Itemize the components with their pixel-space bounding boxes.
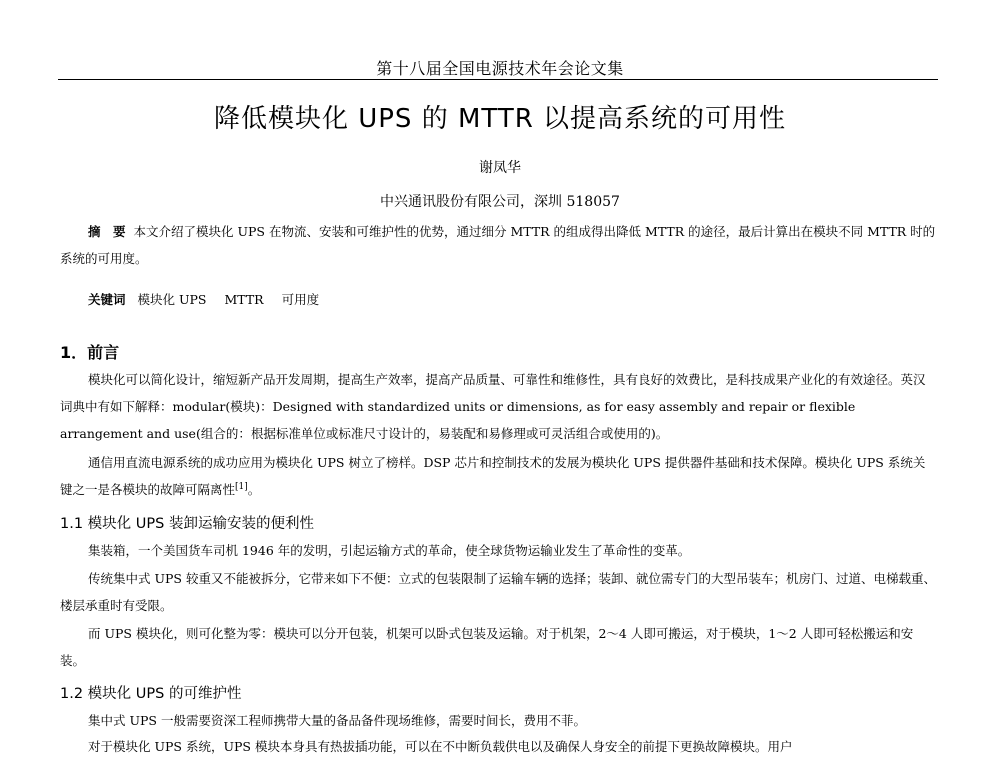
paper-title: 降低模块化 UPS 的 MTTR 以提高系统的可用性: [213, 104, 787, 134]
section-1-1-paragraph-1: 集装箱，一个美国货车司机 1946 年的发明，引起运输方式的革命，使全球货物运输业发生了革命性的变革。: [88, 543, 691, 558]
abstract: [60, 218, 936, 272]
keyword-term: 可用度: [281, 292, 320, 307]
author-affiliation: 中兴通讯股份有限公司，深圳 518057: [380, 194, 620, 210]
section-heading-1-1: 1.1 模块化 UPS 装卸运输安装的便利性: [60, 516, 314, 532]
keyword-term: MTTR: [224, 292, 264, 307]
keywords-label: 关键词: [88, 292, 126, 307]
section-heading-1: 1．前言: [60, 343, 120, 362]
section-1-paragraph-1: 模块化可以简化设计，缩短新产品开发周期，提高生产效率，提高产品质量、可靠性和维修性，具有良好的效费比，是科技成果产业化的有效途径。英汉词典中有如下解释：modular(模块)：Designed with standardized units or dimensions, as for easy assembly and repair or flexible arrangement and use(组合的：根据标准单位或标准尺寸设计的，易装配和易修理或可灵活组合或使用的)。: [60, 372, 926, 441]
section-1-2-paragraph-1: 集中式 UPS 一般需要资深工程师携带大量的备品备件现场维修，需要时间长，费用不菲。: [88, 713, 586, 728]
section-1-1-paragraph-2: 传统集中式 UPS 较重又不能被拆分，它带来如下不便：立式的包装限制了运输车辆的选择；装卸、就位需专门的大型吊装车；机房门、过道、电梯载重、楼层承重时有受限。: [60, 571, 936, 613]
section-1-2-paragraph-2: 对于模块化 UPS 系统，UPS 模块本身具有热拔插功能，可以在不中断负载供电以及确保人身安全的前提下更换故障模块。用户: [88, 739, 793, 754]
section-1-paragraph-2-text: 通信用直流电源系统的成功应用为模块化 UPS 树立了榜样。DSP 芯片和控制技术的发展为模块化 UPS 提供器件基础和技术保障。模块化 UPS 系统关键之一是各模块的故障可隔离性: [60, 455, 926, 497]
keywords: [60, 286, 936, 313]
abstract-label: 摘 要: [88, 224, 126, 239]
keyword-term: 模块化 UPS: [137, 292, 207, 307]
citation-ref: [1]: [235, 481, 248, 492]
section-1-paragraph-2-end: 。: [247, 482, 261, 497]
header-rule: [58, 79, 938, 80]
author-name: 谢凤华: [479, 160, 521, 176]
section-1-1-paragraph-3: 而 UPS 模块化，则可化整为零：模块可以分开包装，机架可以卧式包装及运输。对于机架，2～4 人即可搬运，对于模块，1～2 人即可轻松搬运和安装。: [60, 626, 914, 668]
section-1-paragraph-2: [60, 449, 936, 503]
running-header: 第十八届全国电源技术年会论文集: [376, 59, 624, 78]
abstract-text: 本文介绍了模块化 UPS 在物流、安装和可维护性的优势，通过细分 MTTR 的组成得出降低 MTTR 的途径，最后计算出在模块不同 MTTR 时的系统的可用度。: [60, 224, 936, 266]
section-heading-1-2: 1.2 模块化 UPS 的可维护性: [60, 686, 242, 702]
